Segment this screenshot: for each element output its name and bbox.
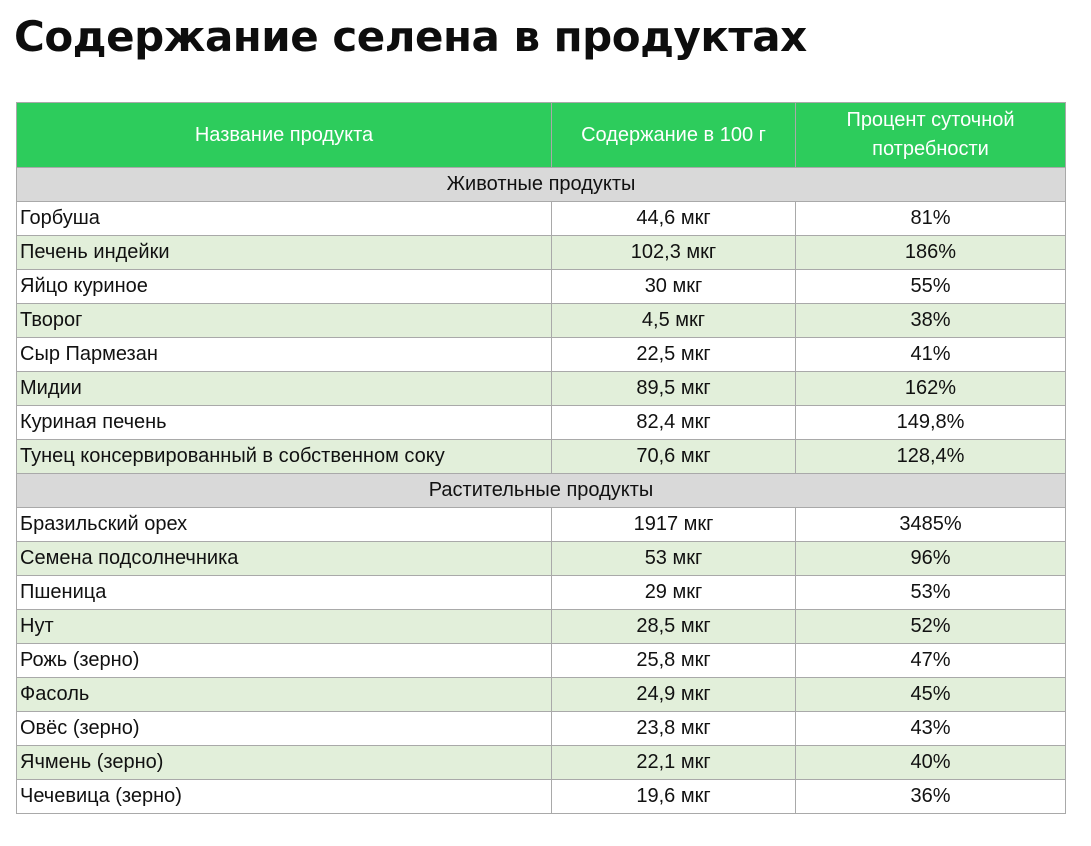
product-name: Рожь (зерно): [17, 644, 552, 678]
selenium-table: [16, 102, 1066, 814]
product-percent: 3485%: [796, 508, 1066, 542]
product-content: 53 мкг: [552, 542, 796, 576]
product-percent: 41%: [796, 338, 1066, 372]
table-row: [17, 406, 1066, 440]
table-row: [17, 712, 1066, 746]
product-name: Ячмень (зерно): [17, 746, 552, 780]
product-content: 70,6 мкг: [552, 440, 796, 474]
product-content: 22,5 мкг: [552, 338, 796, 372]
product-content: 25,8 мкг: [552, 644, 796, 678]
header-content-per-100g: Содержание в 100 г: [552, 103, 796, 168]
section-label: Животные продукты: [17, 168, 1066, 202]
table-row: [17, 338, 1066, 372]
product-name: Горбуша: [17, 202, 552, 236]
product-name: Семена подсолнечника: [17, 542, 552, 576]
product-percent: 128,4%: [796, 440, 1066, 474]
product-percent: 162%: [796, 372, 1066, 406]
product-percent: 36%: [796, 780, 1066, 814]
product-content: 29 мкг: [552, 576, 796, 610]
table-row: [17, 202, 1066, 236]
section-label: Растительные продукты: [17, 474, 1066, 508]
table-row: [17, 644, 1066, 678]
table-row: [17, 236, 1066, 270]
product-content: 23,8 мкг: [552, 712, 796, 746]
product-name: Тунец консервированный в собственном соку: [17, 440, 552, 474]
product-percent: 55%: [796, 270, 1066, 304]
table-row: [17, 440, 1066, 474]
table-row: [17, 678, 1066, 712]
header-product-name: Название продукта: [17, 103, 552, 168]
product-content: 30 мкг: [552, 270, 796, 304]
header-daily-percent: Процент суточной потребности: [796, 103, 1066, 168]
table-row: [17, 372, 1066, 406]
product-content: 24,9 мкг: [552, 678, 796, 712]
product-content: 22,1 мкг: [552, 746, 796, 780]
product-percent: 149,8%: [796, 406, 1066, 440]
product-content: 19,6 мкг: [552, 780, 796, 814]
product-name: Яйцо куриное: [17, 270, 552, 304]
product-name: Фасоль: [17, 678, 552, 712]
product-content: 82,4 мкг: [552, 406, 796, 440]
product-name: Овёс (зерно): [17, 712, 552, 746]
product-percent: 53%: [796, 576, 1066, 610]
product-percent: 38%: [796, 304, 1066, 338]
header-row: [17, 103, 1066, 168]
product-percent: 52%: [796, 610, 1066, 644]
table-row: [17, 542, 1066, 576]
product-name: Чечевица (зерно): [17, 780, 552, 814]
table-row: [17, 746, 1066, 780]
table-body: [17, 168, 1066, 814]
section-row-plant: [17, 474, 1066, 508]
table-row: [17, 508, 1066, 542]
product-content: 28,5 мкг: [552, 610, 796, 644]
section-row-animal: [17, 168, 1066, 202]
product-name: Пшеница: [17, 576, 552, 610]
table-header: [17, 103, 1066, 168]
product-content: 102,3 мкг: [552, 236, 796, 270]
product-content: 89,5 мкг: [552, 372, 796, 406]
product-name: Куриная печень: [17, 406, 552, 440]
product-name: Печень индейки: [17, 236, 552, 270]
product-percent: 186%: [796, 236, 1066, 270]
product-percent: 47%: [796, 644, 1066, 678]
table-row: [17, 610, 1066, 644]
product-percent: 40%: [796, 746, 1066, 780]
table-row: [17, 304, 1066, 338]
product-name: Мидии: [17, 372, 552, 406]
table-row: [17, 780, 1066, 814]
product-percent: 96%: [796, 542, 1066, 576]
product-name: Сыр Пармезан: [17, 338, 552, 372]
product-name: Творог: [17, 304, 552, 338]
product-percent: 45%: [796, 678, 1066, 712]
page-title: Содержание селена в продуктах: [14, 12, 807, 61]
table-row: [17, 270, 1066, 304]
product-content: 4,5 мкг: [552, 304, 796, 338]
product-name: Нут: [17, 610, 552, 644]
product-percent: 43%: [796, 712, 1066, 746]
product-content: 1917 мкг: [552, 508, 796, 542]
product-name: Бразильский орех: [17, 508, 552, 542]
table-row: [17, 576, 1066, 610]
product-content: 44,6 мкг: [552, 202, 796, 236]
product-percent: 81%: [796, 202, 1066, 236]
